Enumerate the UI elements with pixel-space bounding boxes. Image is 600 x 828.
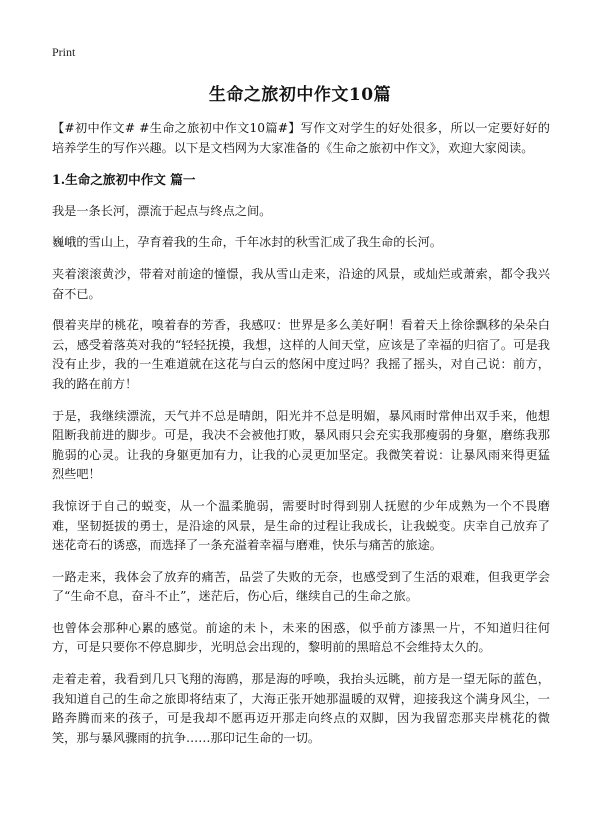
paragraph: 巍峨的雪山上，孕育着我的生命，千年冰封的秋雪汇成了我生命的长河。 [52,235,442,250]
paragraph: 于是，我继续漂流，天气并不总是晴朗，阳光并不总是明媚，暴风雨时常伸出双手来，他想阻断我前进的脚步。可是，我决不会被他打败，暴风雨只会充实我那瘦弱的身躯，磨练我那脆弱的心灵。让我的身躯更加有力，让我的心灵更加坚定。我微笑着说：让暴风雨来得更猛烈些吧！ [52,408,550,482]
print-label: Print [52,45,76,59]
paragraph: 我惊讶于自己的蜕变，从一个温柔脆弱，需要时时得到别人抚慰的少年成熟为一个不畏磨难，坚韧挺拔的勇士，是沿途的风景，是生命的过程让我成长，让我蜕变。庆幸自己放弃了迷花奇石的诱惑，而选择了一条充溢着幸福与磨难，快乐与痛苦的旅途。 [52,498,550,553]
paragraph: 偎着夹岸的桃花，嗅着春的芳香，我感叹：世界是多么美好啊！看着天上徐徐飘移的朵朵白云，感受着落英对我的“轻轻抚摸，我想，这样的人间天堂，应该是了幸福的归宿了。可是我没有止步，我的一生难道就在这花与白云的悠闲中度过吗？我摇了摇头，对自己说：前方，我的路在前方！ [52,318,550,391]
paragraph: 夹着滚滚黄沙，带着对前途的憧憬，我从雪山走来，沿途的风景，或灿烂或萧索，都令我兴奋不已。 [52,266,550,301]
page-title: 生命之旅初中作文10篇 [208,85,392,105]
intro-paragraph: 【#初中作文# #生命之旅初中作文10篇#】写作文对学生的好处很多，所以一定要好好的培养学生的写作兴趣。以下是文档网为大家准备的《生命之旅初中作文》，欢迎大家阅读。 [52,121,550,155]
paragraph: 也曾体会那种心累的感觉。前途的未卜，未来的困惑，似乎前方漆黑一片，不知道归往何方，可是只要你不停息脚步，光明总会出现的，黎明前的黑暗总不会维持太久的。 [52,620,550,655]
document-body [52,119,550,760]
paragraph: 我是一条长河，漂流于起点与终点之间。 [52,203,272,218]
paragraph: 走着走着，我看到几只飞翔的海鸥，那是海的呼唤，我抬头远眺，前方是一望无际的蓝色，我知道自己的生命之旅即将结束了，大海正张开她那温暖的双臂，迎接我这个满身风尘，一路奔腾而来的孩子，可是我却不愿再迈开那走向终点的双脚，因为我留恋那夹岸桃花的微笑，那与暴风骤雨的抗争……那印记生命的一切。 [52,672,550,745]
section-heading: 1.生命之旅初中作文 篇一 [52,172,196,188]
paragraph: 一路走来，我体会了放弃的痛苦，品尝了失败的无奈，也感受到了生活的艰难，但我更学会了“生命不息，奋斗不止”，迷茫后，伤心后，继续自己的生命之旅。 [52,569,550,604]
